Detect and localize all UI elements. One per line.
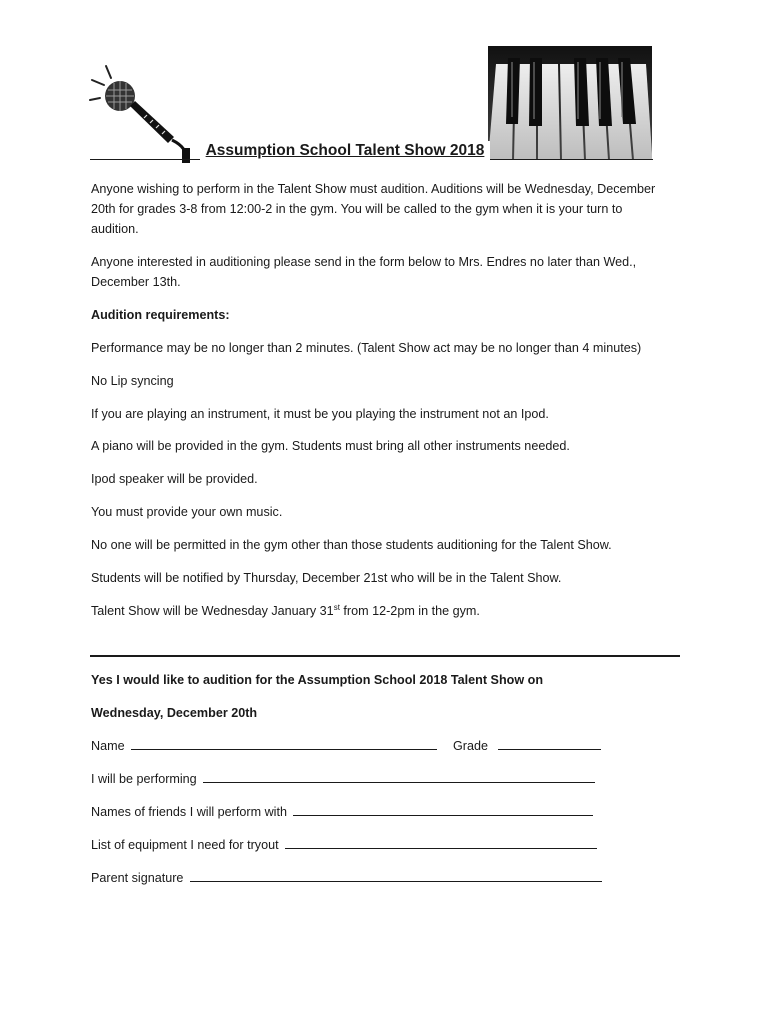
show-date-prefix: Talent Show will be Wednesday January 31	[91, 604, 334, 618]
name-field[interactable]	[131, 737, 437, 750]
deadline-line-1: Anyone interested in auditioning please send in the form below to Mrs. Endres no later than Wed.,	[91, 255, 637, 269]
requirement-item: You must provide your own music.	[91, 505, 283, 519]
signature-label: Parent signature	[91, 871, 184, 885]
friends-label: Names of friends I will perform with	[91, 805, 287, 819]
requirement-item: A piano will be provided in the gym. Students must bring all other instruments needed.	[91, 439, 570, 453]
equipment-field[interactable]	[285, 836, 597, 849]
cut-line-divider	[90, 655, 680, 657]
show-date-sup: st	[333, 603, 340, 612]
requirement-item: No Lip syncing	[91, 374, 174, 388]
signature-field[interactable]	[190, 869, 602, 882]
intro-line-3: audition.	[91, 222, 139, 236]
equipment-label: List of equipment I need for tryout	[91, 838, 279, 852]
grade-label: Grade	[453, 739, 489, 753]
requirement-item: No one will be permitted in the gym other than those students auditioning for the Talent Show.	[91, 538, 612, 552]
name-label: Name	[91, 739, 125, 753]
name-field-row	[91, 736, 437, 756]
requirement-item: If you are playing an instrument, it must be you playing the instrument not an Ipod.	[91, 407, 549, 421]
performing-field-row	[91, 769, 595, 789]
intro-line-1: Anyone wishing to perform in the Talent Show must audition. Auditions will be Wednesday, December	[91, 182, 656, 196]
show-date-suffix: from 12-2pm in the gym.	[339, 604, 480, 618]
requirement-item: Performance may be no longer than 2 minutes. (Talent Show act may be no longer than 4 minutes)	[91, 341, 642, 355]
grade-field[interactable]	[498, 737, 601, 750]
intro-line-2: 20th for grades 3-8 from 12:00-2 in the gym. You will be called to the gym when it is your turn to	[91, 202, 623, 216]
microphone-icon	[86, 60, 196, 165]
show-date-line	[91, 601, 480, 621]
piano-keys-image	[488, 46, 652, 160]
form-heading-line-2: Wednesday, December 20th	[91, 706, 258, 720]
page-title: Assumption School Talent Show 2018	[200, 141, 490, 161]
performing-field[interactable]	[203, 770, 595, 783]
equipment-field-row	[91, 835, 597, 855]
deadline-line-2: December 13th.	[91, 275, 181, 289]
performing-label: I will be performing	[91, 772, 197, 786]
requirement-item: Students will be notified by Thursday, December 21st who will be in the Talent Show.	[91, 571, 562, 585]
friends-field[interactable]	[293, 803, 593, 816]
requirements-heading: Audition requirements:	[91, 308, 230, 322]
form-heading-line-1: Yes I would like to audition for the Assumption School 2018 Talent Show on	[91, 673, 544, 687]
grade-field-row	[453, 736, 601, 756]
requirement-item: Ipod speaker will be provided.	[91, 472, 258, 486]
signature-field-row	[91, 868, 602, 888]
friends-field-row	[91, 802, 593, 822]
